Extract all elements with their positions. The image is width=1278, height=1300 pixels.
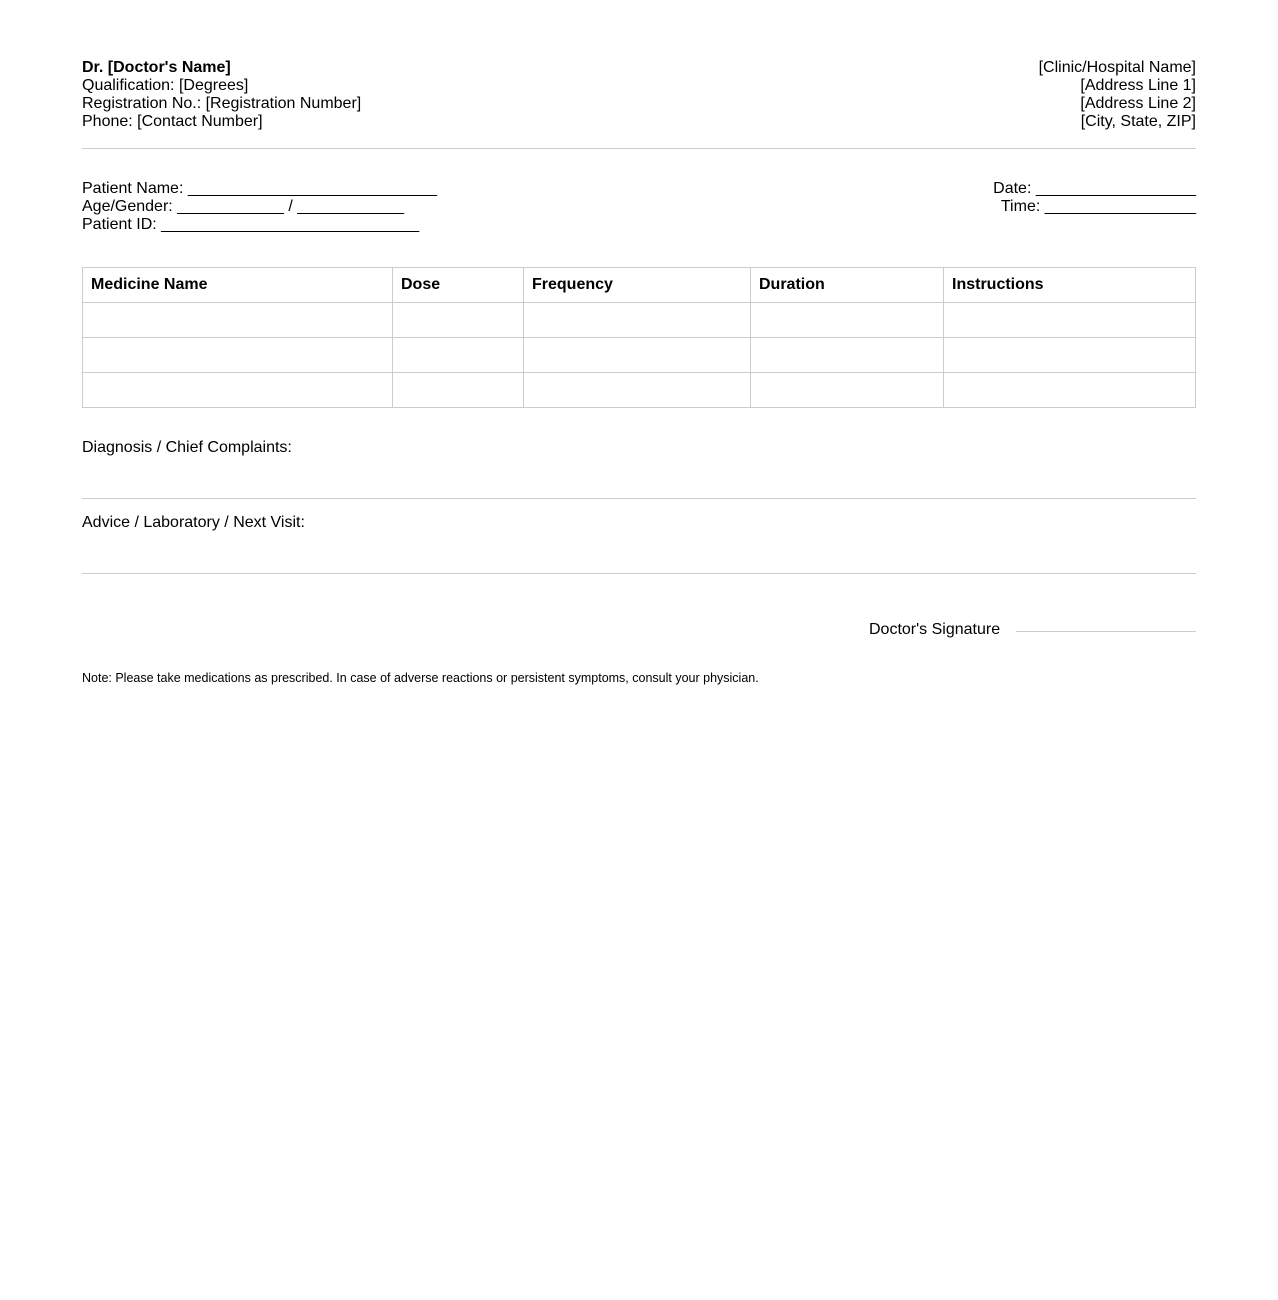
table-cell[interactable] bbox=[83, 338, 393, 373]
clinic-address-2: [Address Line 2] bbox=[1080, 95, 1196, 112]
table-cell[interactable] bbox=[524, 373, 751, 408]
clinic-city: [City, State, ZIP] bbox=[1080, 113, 1196, 130]
clinic-name: [Clinic/Hospital Name] bbox=[1038, 59, 1196, 76]
time-field[interactable]: Time: _________________ bbox=[1000, 198, 1196, 215]
table-cell[interactable] bbox=[524, 303, 751, 338]
doctor-name: Dr. [Doctor's Name] bbox=[82, 59, 231, 76]
table-cell[interactable] bbox=[751, 303, 944, 338]
patient-info bbox=[82, 180, 1196, 234]
doctor-registration: Registration No.: [Registration Number] bbox=[82, 95, 362, 112]
table-cell[interactable] bbox=[944, 338, 1196, 373]
header-dose: Dose bbox=[393, 268, 524, 303]
patient-id-field[interactable]: Patient ID: _____________________________ bbox=[82, 216, 420, 233]
table-cell[interactable] bbox=[393, 338, 524, 373]
table-row bbox=[83, 373, 1196, 408]
table-cell[interactable] bbox=[83, 373, 393, 408]
table-row bbox=[83, 303, 1196, 338]
header-medicine-name: Medicine Name bbox=[83, 268, 393, 303]
advice-divider bbox=[82, 573, 1196, 574]
patient-name-field[interactable]: Patient Name: ____________________________ bbox=[82, 180, 437, 197]
table-row bbox=[83, 338, 1196, 373]
medicine-table bbox=[82, 267, 1196, 408]
header bbox=[82, 59, 1196, 131]
signature-line bbox=[1016, 631, 1196, 632]
doctor-info bbox=[82, 59, 361, 131]
date-field[interactable]: Date: __________________ bbox=[993, 180, 1196, 197]
doctor-qualification: Qualification: [Degrees] bbox=[82, 77, 249, 94]
header-divider bbox=[82, 148, 1196, 149]
header-frequency: Frequency bbox=[524, 268, 751, 303]
table-cell[interactable] bbox=[83, 303, 393, 338]
table-cell[interactable] bbox=[751, 373, 944, 408]
age-gender-field[interactable]: Age/Gender: ____________ / ____________ bbox=[82, 198, 405, 215]
signature-label: Doctor's Signature bbox=[869, 621, 1001, 638]
footer-note: Note: Please take medications as prescribed. In case of adverse reactions or persistent symptoms, consult your physician. bbox=[82, 671, 759, 685]
clinic-info bbox=[1039, 59, 1196, 131]
clinic-address-1: [Address Line 1] bbox=[1080, 77, 1196, 94]
doctor-phone: Phone: [Contact Number] bbox=[82, 113, 263, 130]
table-cell[interactable] bbox=[393, 373, 524, 408]
table-cell[interactable] bbox=[393, 303, 524, 338]
table-cell[interactable] bbox=[944, 373, 1196, 408]
table-cell[interactable] bbox=[524, 338, 751, 373]
header-duration: Duration bbox=[751, 268, 944, 303]
header-instructions: Instructions bbox=[944, 268, 1196, 303]
table-cell[interactable] bbox=[751, 338, 944, 373]
advice-label: Advice / Laboratory / Next Visit: bbox=[82, 514, 305, 531]
table-header-row bbox=[83, 268, 1196, 303]
table-cell[interactable] bbox=[944, 303, 1196, 338]
diagnosis-label: Diagnosis / Chief Complaints: bbox=[82, 439, 292, 456]
diagnosis-divider bbox=[82, 498, 1196, 499]
